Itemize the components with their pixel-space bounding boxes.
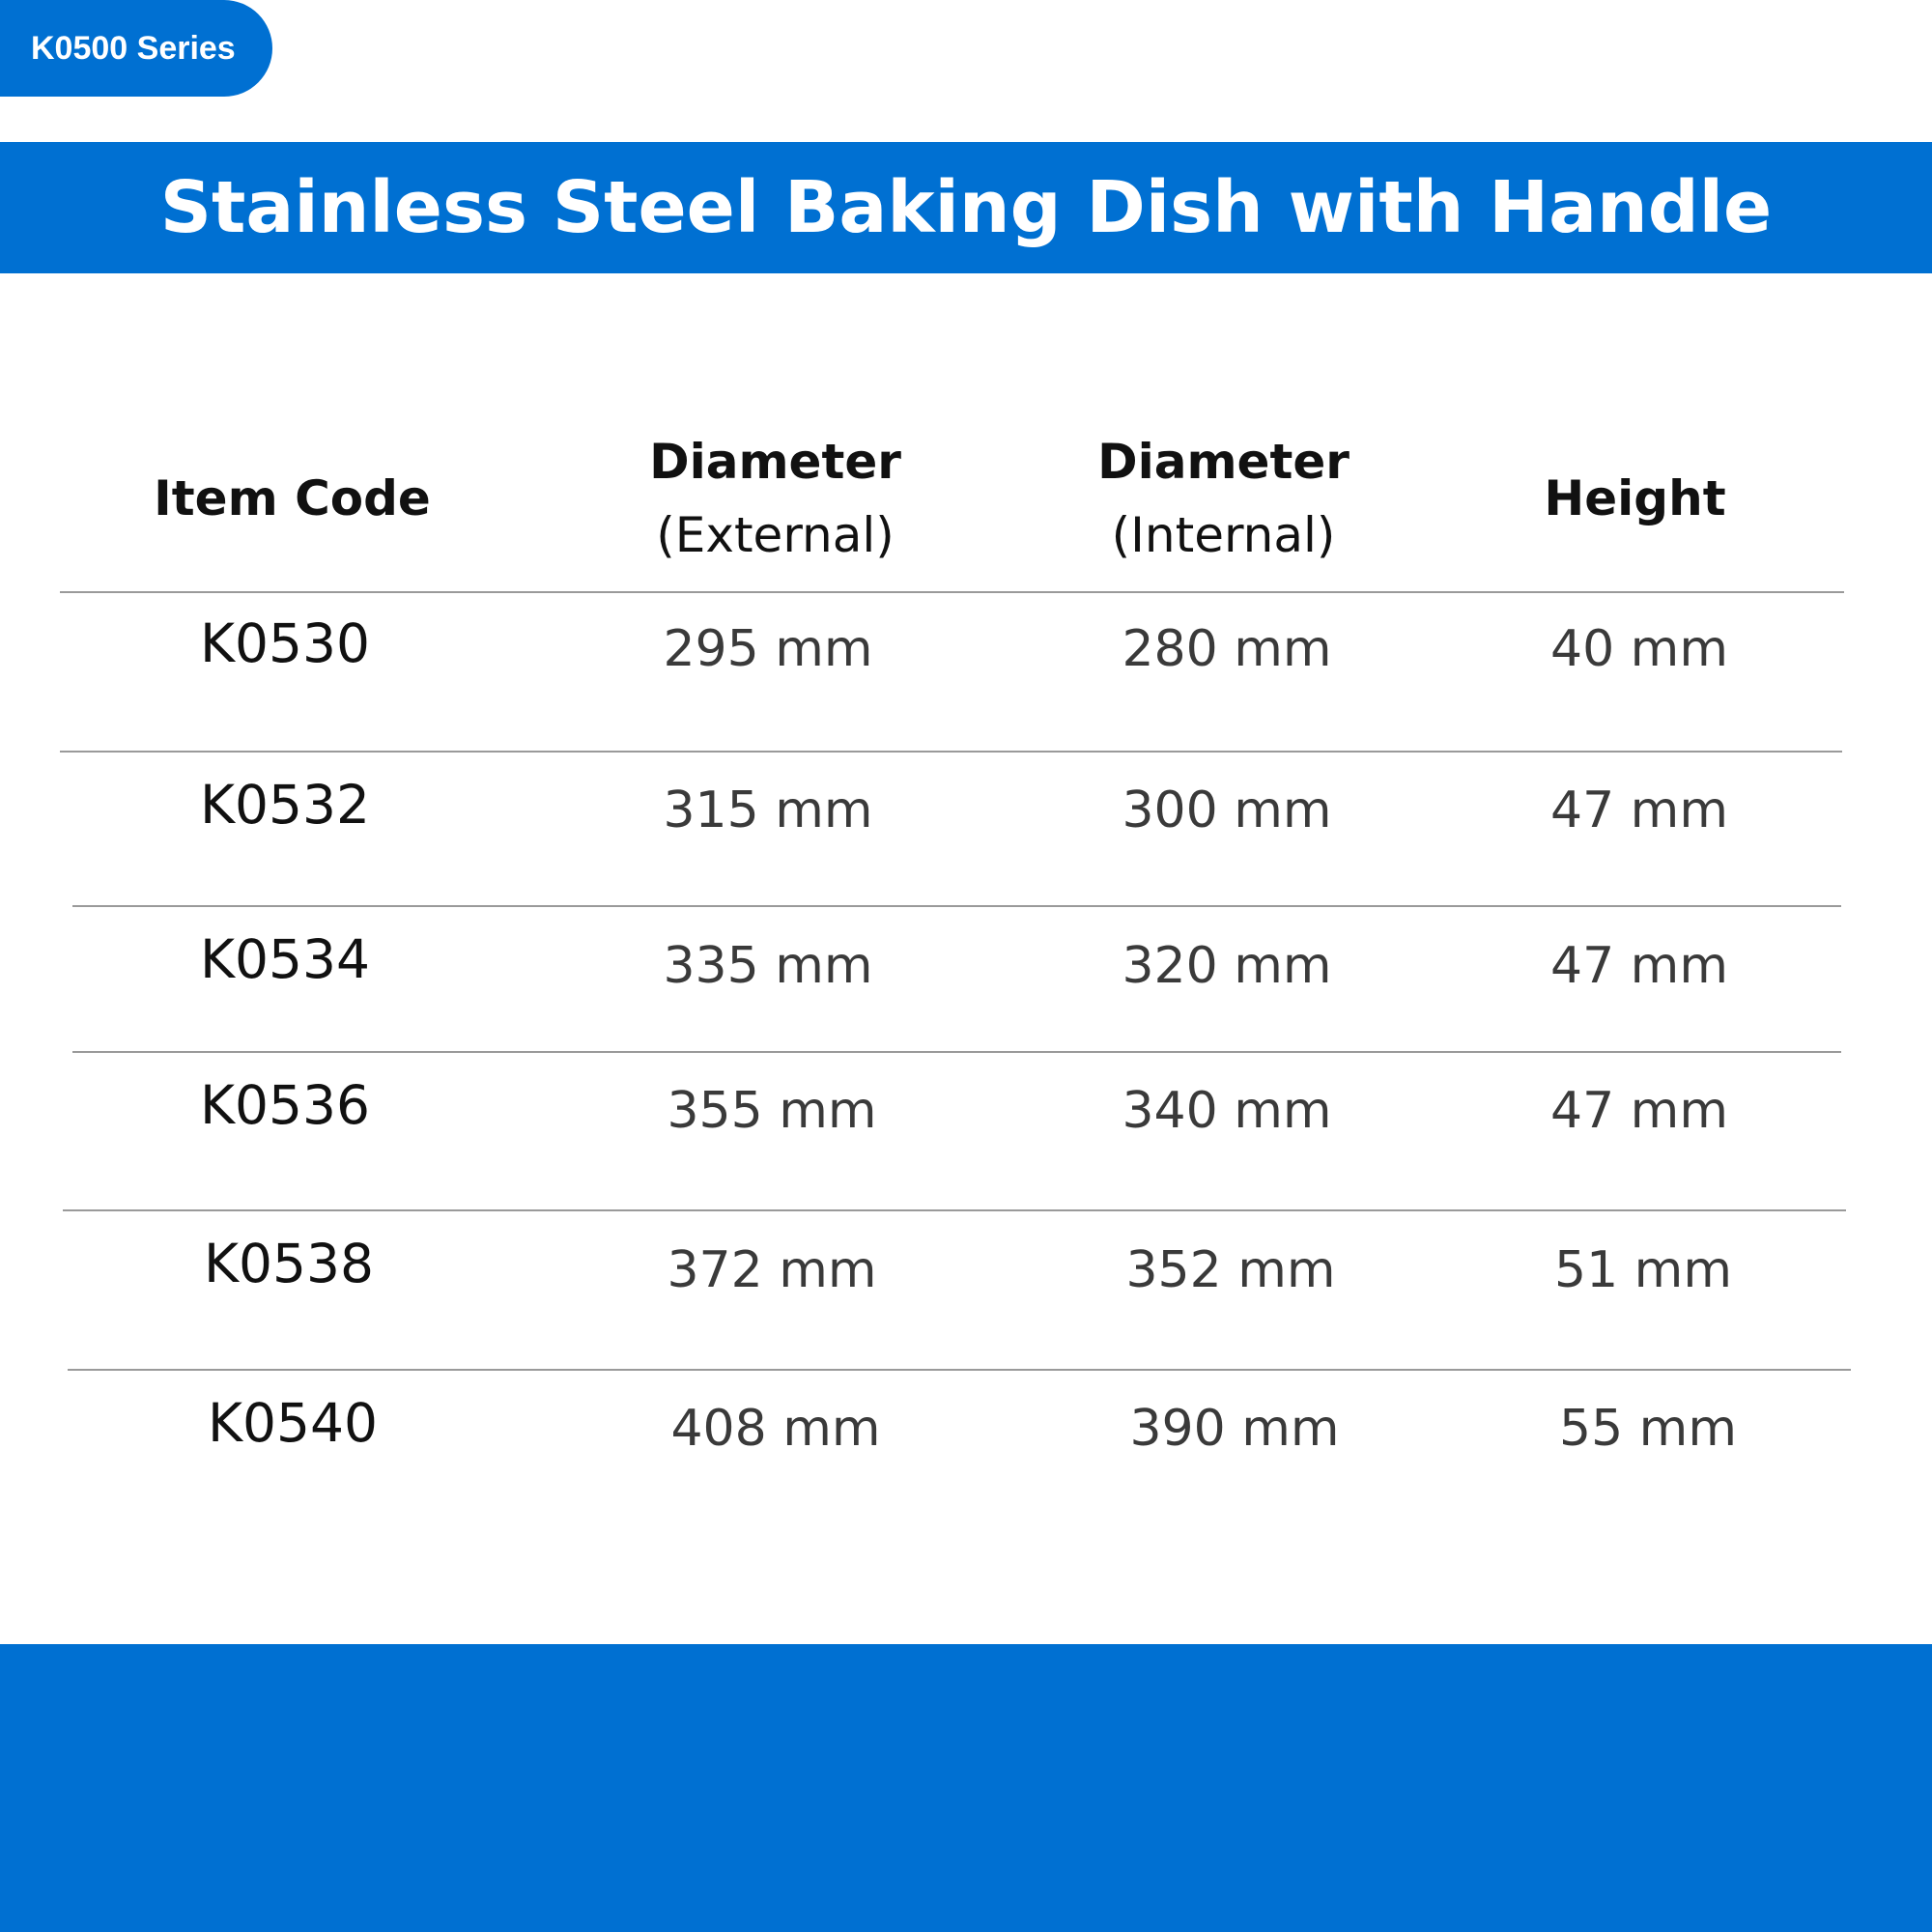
diameter-external-value: 372 mm: [667, 1241, 877, 1299]
header-item-code: [97, 462, 488, 535]
height-value: 47 mm: [1549, 937, 1728, 995]
item-code: K0530: [199, 612, 371, 674]
row-divider: [60, 751, 1842, 753]
series-badge-label: K0500 Series: [31, 29, 236, 67]
diameter-internal-value: 320 mm: [1122, 937, 1332, 995]
header-diameter-external: [580, 425, 971, 572]
diameter-internal-value: 300 mm: [1122, 781, 1332, 839]
diameter-external-value: 315 mm: [663, 781, 873, 839]
height-value: 47 mm: [1549, 781, 1728, 839]
series-badge: [0, 0, 272, 97]
title-banner: [0, 142, 1932, 273]
page-title: Stainless Steel Baking Dish with Handle: [159, 166, 1773, 249]
row-divider: [63, 1209, 1846, 1211]
header-height-label: Height: [1544, 470, 1726, 526]
item-code: K0538: [203, 1233, 375, 1294]
height-value: 47 mm: [1549, 1082, 1728, 1140]
header-item-code-label: Item Code: [154, 470, 431, 526]
header-diameter-external-line2: (External): [656, 507, 895, 563]
diameter-internal-value: 280 mm: [1122, 620, 1332, 678]
header-height: [1439, 462, 1831, 535]
header-diameter-internal-line1: Diameter: [1097, 434, 1350, 490]
diameter-external-value: 355 mm: [667, 1082, 877, 1140]
height-value: 51 mm: [1553, 1241, 1732, 1299]
item-code: K0536: [199, 1074, 371, 1136]
header-diameter-internal: [1028, 425, 1419, 572]
header-divider: [60, 591, 1844, 593]
height-value: 40 mm: [1549, 620, 1728, 678]
header-diameter-internal-line2: (Internal): [1111, 507, 1336, 563]
footer-banner: [0, 1644, 1932, 1932]
diameter-internal-value: 390 mm: [1129, 1400, 1340, 1458]
diameter-external-value: 408 mm: [670, 1400, 881, 1458]
item-code: K0532: [199, 774, 371, 836]
row-divider: [68, 1369, 1851, 1371]
row-divider: [72, 1051, 1841, 1053]
diameter-external-value: 335 mm: [663, 937, 873, 995]
item-code: K0540: [207, 1392, 379, 1454]
header-diameter-external-line1: Diameter: [649, 434, 901, 490]
item-code: K0534: [199, 928, 371, 990]
diameter-internal-value: 352 mm: [1125, 1241, 1336, 1299]
height-value: 55 mm: [1558, 1400, 1737, 1458]
diameter-internal-value: 340 mm: [1122, 1082, 1332, 1140]
row-divider: [72, 905, 1841, 907]
diameter-external-value: 295 mm: [663, 620, 873, 678]
